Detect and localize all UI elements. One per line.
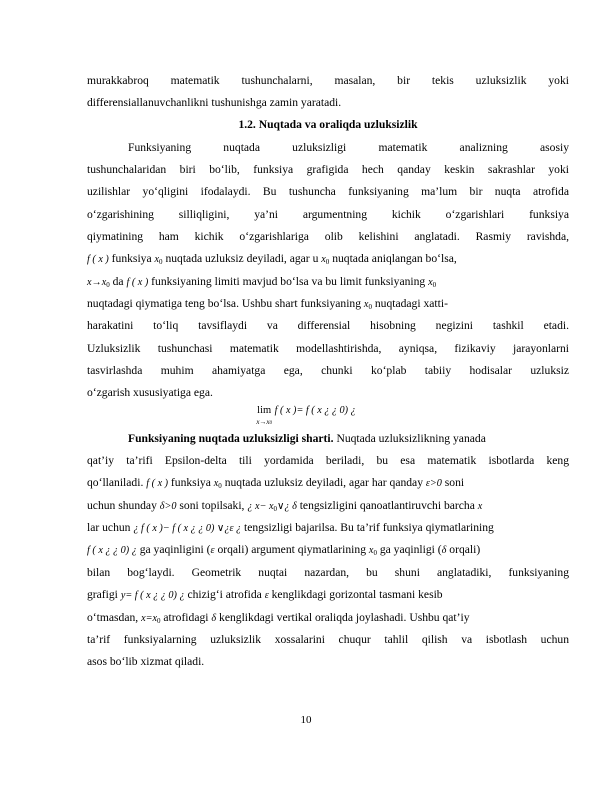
section-heading: 1.2. Nuqtada va oraliqda uzluksizlik <box>238 118 418 131</box>
text-line: asos bo‘lib xizmat qiladi. <box>87 655 205 668</box>
text-line: o‘tmasdan, $x=x_0$ atrofidagi δ kenglikdagi vertikal oraliqda joylashadi. Ushbu qat’iy <box>87 611 470 625</box>
math-expr: f ( x ) <box>126 277 149 288</box>
text-line: lar uchun ¿ f ( x )− f ( x ¿ ¿ 0) ∨¿ε ¿ tengsizligi bajarilsa. Bu ta’rif funksiya qiymatlarining <box>87 521 494 534</box>
math-expr: $x_0$ <box>428 277 437 289</box>
text-line: tasvirlashda muhim ahamiyatga ega, chunki ko‘plab tabiiy hodisalar uzluksiz <box>87 364 569 377</box>
text-line: qo‘llaniladi. f ( x ) funksiya $x_0$ nuqtada uzluksiz deyiladi, agar har qanday ε>0 soni <box>87 476 465 490</box>
text-line: uchun shunday δ>0 soni topilsaki, ¿ $x- x_0\vee¿$ δ tengsizligini qanoatlantiruvchi barcha x <box>87 499 483 513</box>
math-expr: f ( x ) <box>87 254 109 265</box>
math-expr: $x_0$ <box>154 254 163 266</box>
text-line: differensiallanuvchanlikni tushunishga zamin yaratadi. <box>87 96 342 109</box>
text-line: qiymatining ham kichik o‘zgarishlariga olib kelishini anglatadi. Rasmiy ravishda, <box>87 230 569 243</box>
math-expr: $x_0$ <box>363 299 372 311</box>
math-expr: $x\to x_0$ <box>87 277 110 289</box>
text-line: ta’rif funksiyalarning uzluksizlik xossalarini chuqur tahlil qilish va isbotlash uchun <box>87 633 569 646</box>
text-line: grafigi y= f ( x ¿ ¿ 0) ¿ chizig‘i atrofida ε kenglikdagi gorizontal tasmani kesib <box>87 588 443 601</box>
text-line: f ( x ¿ ¿ 0) ¿ ga yaqinligini (ε orqali) argument qiymatlarining $x_0$ ga yaqinligi (δ orqali) <box>87 543 481 557</box>
limit-formula: lim x→x0 f ( x )= f ( x ¿ ¿ 0) ¿ <box>256 405 356 426</box>
text-line: f ( x ) funksiya $x_0$ nuqtada uzluksiz deyiladi, agar u $x_0$ nuqtada aniqlangan bo‘lsa, <box>87 252 457 266</box>
text-line: qat’iy ta’rifi Epsilon-delta tili yordamida beriladi, bu esa matematik isbotlarda keng <box>87 454 569 467</box>
text-line: bilan bog‘laydi. Geometrik nuqtai nazardan, bu shuni anglatadiki, funksiyaning <box>87 566 569 579</box>
text-line: o‘zgarishining silliqligini, ya’ni argumentning kichik o‘zgarishlari funksiya <box>87 208 569 221</box>
text-line: o‘zgarish xususiyatiga ega. <box>87 386 213 399</box>
bold-lead: Funksiyaning nuqtada uzluksizligi sharti. <box>128 432 334 445</box>
text-line: nuqtadagi qiymatiga teng bo‘lsa. Ushbu shart funksiyaning $x_0$ nuqtadagi xatti- <box>87 297 448 311</box>
text-line: Uzluksizlik tushunchasi matematik modellashtirishda, ayniqsa, fizikaviy jarayonlarni <box>87 342 569 355</box>
text-line: Funksiyaning nuqtada uzluksizligi matematik analizning asosiy <box>128 141 569 154</box>
text-line: tushunchalaridan biri bo‘lib, funksiya grafigida hech qanday keskin sakrashlar yoki <box>87 163 569 176</box>
text-line: murakkabroq matematik tushunchalarni, masalan, bir tekis uzluksizlik yoki <box>87 74 569 87</box>
text-line: uzilishlar yo‘qligini ifodalaydi. Bu tushuncha funksiyaning ma’lum bir nuqta atrofida <box>87 185 569 198</box>
page-number: 10 <box>300 714 312 726</box>
math-expr: $x_0$ <box>321 254 330 266</box>
text-line: harakatini to‘liq tavsiflaydi va differensial hisobning negizini tashkil etadi. <box>87 319 569 332</box>
text-line: Funksiyaning nuqtada uzluksizligi sharti. Nuqtada uzluksizlikning yanada <box>128 432 486 445</box>
text-line: $x\to x_0$ da f ( x ) funksiyaning limiti mavjud bo‘lsa va bu limit funksiyaning $x_0$ <box>87 275 437 289</box>
